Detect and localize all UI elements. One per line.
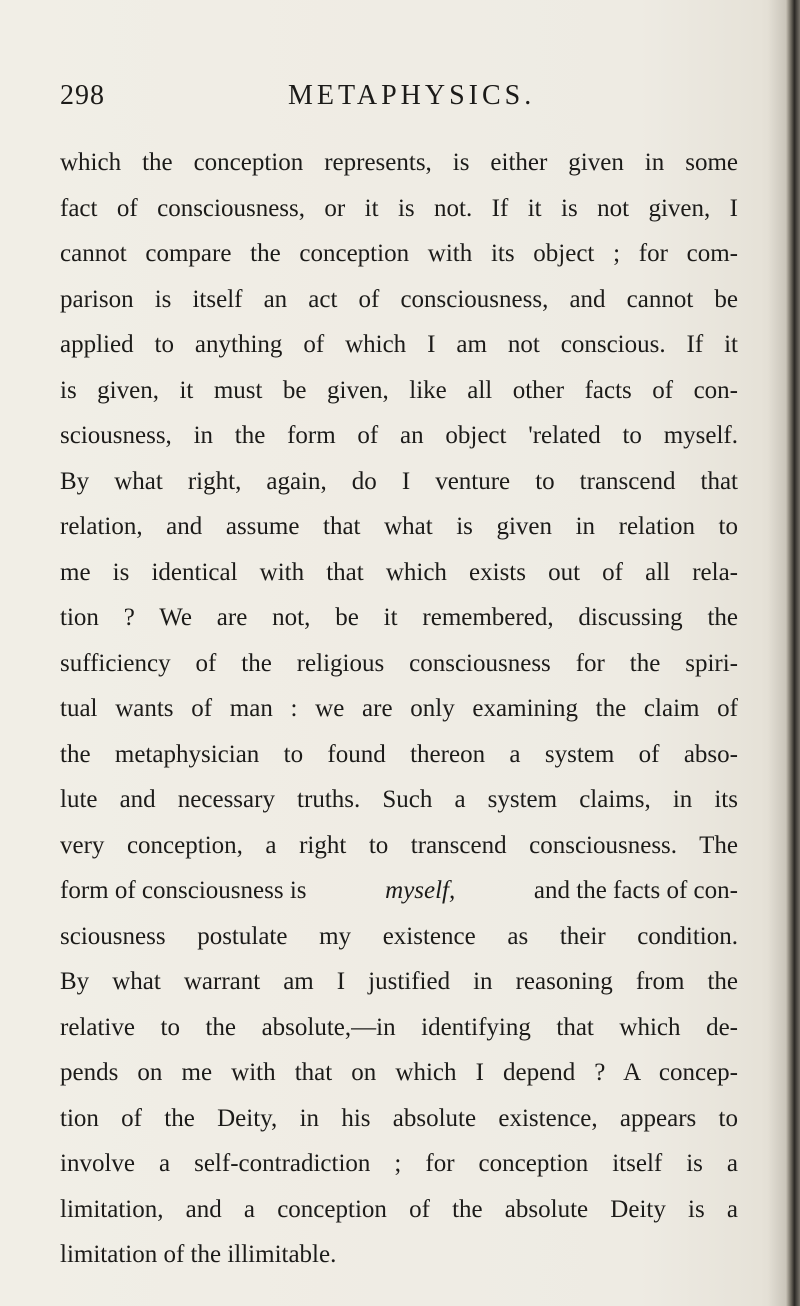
text-line: parison is itself an act of consciousness, and cannot be [60, 285, 738, 313]
text-line: relation, and assume that what is given in relation to [60, 513, 738, 540]
page-number: 298 [60, 80, 105, 111]
text-line: By what right, again, do I venture to transcend that [60, 467, 738, 495]
text-line: relative to the absolute,—in identifying that which de- [60, 1013, 738, 1041]
text-line: cannot compare the conception with its object ; for com- [60, 240, 738, 267]
text-line: the metaphysician to found thereon a system of abso- [60, 740, 738, 768]
text-line: applied to anything of which I am not conscious. If it [60, 331, 738, 358]
binding-shadow [768, 0, 786, 1306]
text-line-last: limitation of the illimitable. [60, 1241, 337, 1268]
text-line: very conception, a right to transcend consciousness. The [60, 831, 738, 859]
text-line: tion of the Deity, in his absolute existence, appears to [60, 1104, 738, 1132]
running-head [60, 80, 740, 120]
text-line: By what warrant am I justified in reasoning from the [60, 968, 738, 995]
text-line: which the conception represents, is either given in some [60, 149, 738, 176]
text-line: lute and necessary truths. Such a system claims, in its [60, 786, 738, 813]
page-title: METAPHYSICS. [288, 80, 536, 111]
italic-word: myself, [385, 877, 456, 904]
text-line: pends on me with that on which I depend ? A concep- [60, 1059, 738, 1086]
text-segment: form of consciousness is [60, 877, 307, 904]
text-segment: and the facts of con- [533, 877, 738, 904]
body-text [60, 140, 738, 1278]
text-line: limitation, and a conception of the absolute Deity is a [60, 1195, 738, 1223]
text-line: sufficiency of the religious consciousness for the spiri- [60, 649, 738, 677]
text-line: is given, it must be given, like all other facts of con- [60, 376, 738, 404]
text-line: tual wants of man : we are only examining the claim of [60, 695, 738, 722]
text-line: sciousness, in the form of an object 'related to myself. [60, 422, 738, 449]
text-line: fact of consciousness, or it is not. If it is not given, I [60, 194, 738, 222]
text-line: sciousness postulate my existence as their condition. [60, 922, 738, 950]
text-line: tion ? We are not, be it remembered, discussing the [60, 604, 738, 631]
text-line: involve a self-contradiction ; for conception itself is a [60, 1150, 738, 1177]
binding-edge [786, 0, 800, 1306]
text-line: me is identical with that which exists out of all rela- [60, 558, 738, 586]
text-line-with-italic [60, 868, 738, 914]
